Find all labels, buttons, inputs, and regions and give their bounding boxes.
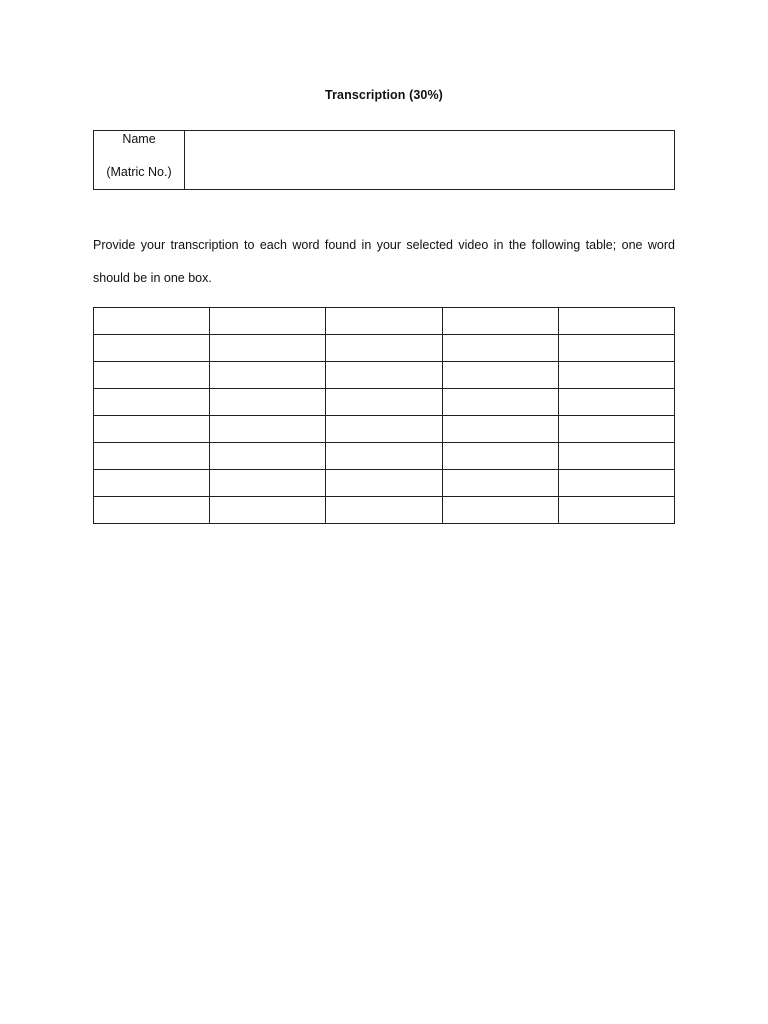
word-cell[interactable] (326, 335, 442, 362)
matric-no-label: (Matric No.) (106, 165, 172, 179)
word-cell[interactable] (558, 416, 674, 443)
name-value-cell[interactable] (185, 131, 675, 190)
word-cell[interactable] (210, 389, 326, 416)
word-cell[interactable] (210, 416, 326, 443)
word-cell[interactable] (442, 470, 558, 497)
word-cell[interactable] (210, 497, 326, 524)
word-cell[interactable] (94, 497, 210, 524)
table-row (94, 389, 675, 416)
table-row (94, 443, 675, 470)
word-cell[interactable] (558, 389, 674, 416)
table-row (94, 470, 675, 497)
word-cell[interactable] (558, 470, 674, 497)
word-cell[interactable] (210, 335, 326, 362)
word-cell[interactable] (94, 470, 210, 497)
word-cell[interactable] (442, 443, 558, 470)
word-cell[interactable] (326, 308, 442, 335)
word-cell[interactable] (442, 497, 558, 524)
word-cell[interactable] (442, 389, 558, 416)
word-cell[interactable] (326, 443, 442, 470)
word-cell[interactable] (326, 416, 442, 443)
word-cell[interactable] (326, 470, 442, 497)
word-cell[interactable] (558, 497, 674, 524)
name-label-cell (94, 131, 185, 190)
table-row (94, 362, 675, 389)
name-table (93, 130, 675, 190)
word-cell[interactable] (442, 308, 558, 335)
word-cell[interactable] (210, 443, 326, 470)
page-title: Transcription (30%) (325, 88, 443, 102)
word-cell[interactable] (94, 362, 210, 389)
word-table (93, 307, 675, 524)
word-cell[interactable] (442, 416, 558, 443)
table-row (94, 308, 675, 335)
word-cell[interactable] (442, 335, 558, 362)
word-cell[interactable] (442, 362, 558, 389)
word-cell[interactable] (558, 362, 674, 389)
word-cell[interactable] (210, 362, 326, 389)
word-cell[interactable] (558, 308, 674, 335)
word-cell[interactable] (210, 308, 326, 335)
name-table-row (94, 131, 675, 190)
word-cell[interactable] (94, 335, 210, 362)
word-cell[interactable] (94, 443, 210, 470)
word-cell[interactable] (558, 443, 674, 470)
word-cell[interactable] (326, 497, 442, 524)
word-cell[interactable] (210, 470, 326, 497)
word-cell[interactable] (326, 362, 442, 389)
instructions-paragraph: Provide your transcription to each word found in your selected video in the following table; one word should be in one box. (93, 238, 675, 285)
table-row (94, 416, 675, 443)
word-cell[interactable] (94, 308, 210, 335)
word-cell[interactable] (94, 416, 210, 443)
word-cell[interactable] (558, 335, 674, 362)
name-label: Name (122, 132, 156, 146)
table-row (94, 335, 675, 362)
table-row (94, 497, 675, 524)
word-cell[interactable] (326, 389, 442, 416)
word-table-body (94, 308, 675, 524)
word-cell[interactable] (94, 389, 210, 416)
